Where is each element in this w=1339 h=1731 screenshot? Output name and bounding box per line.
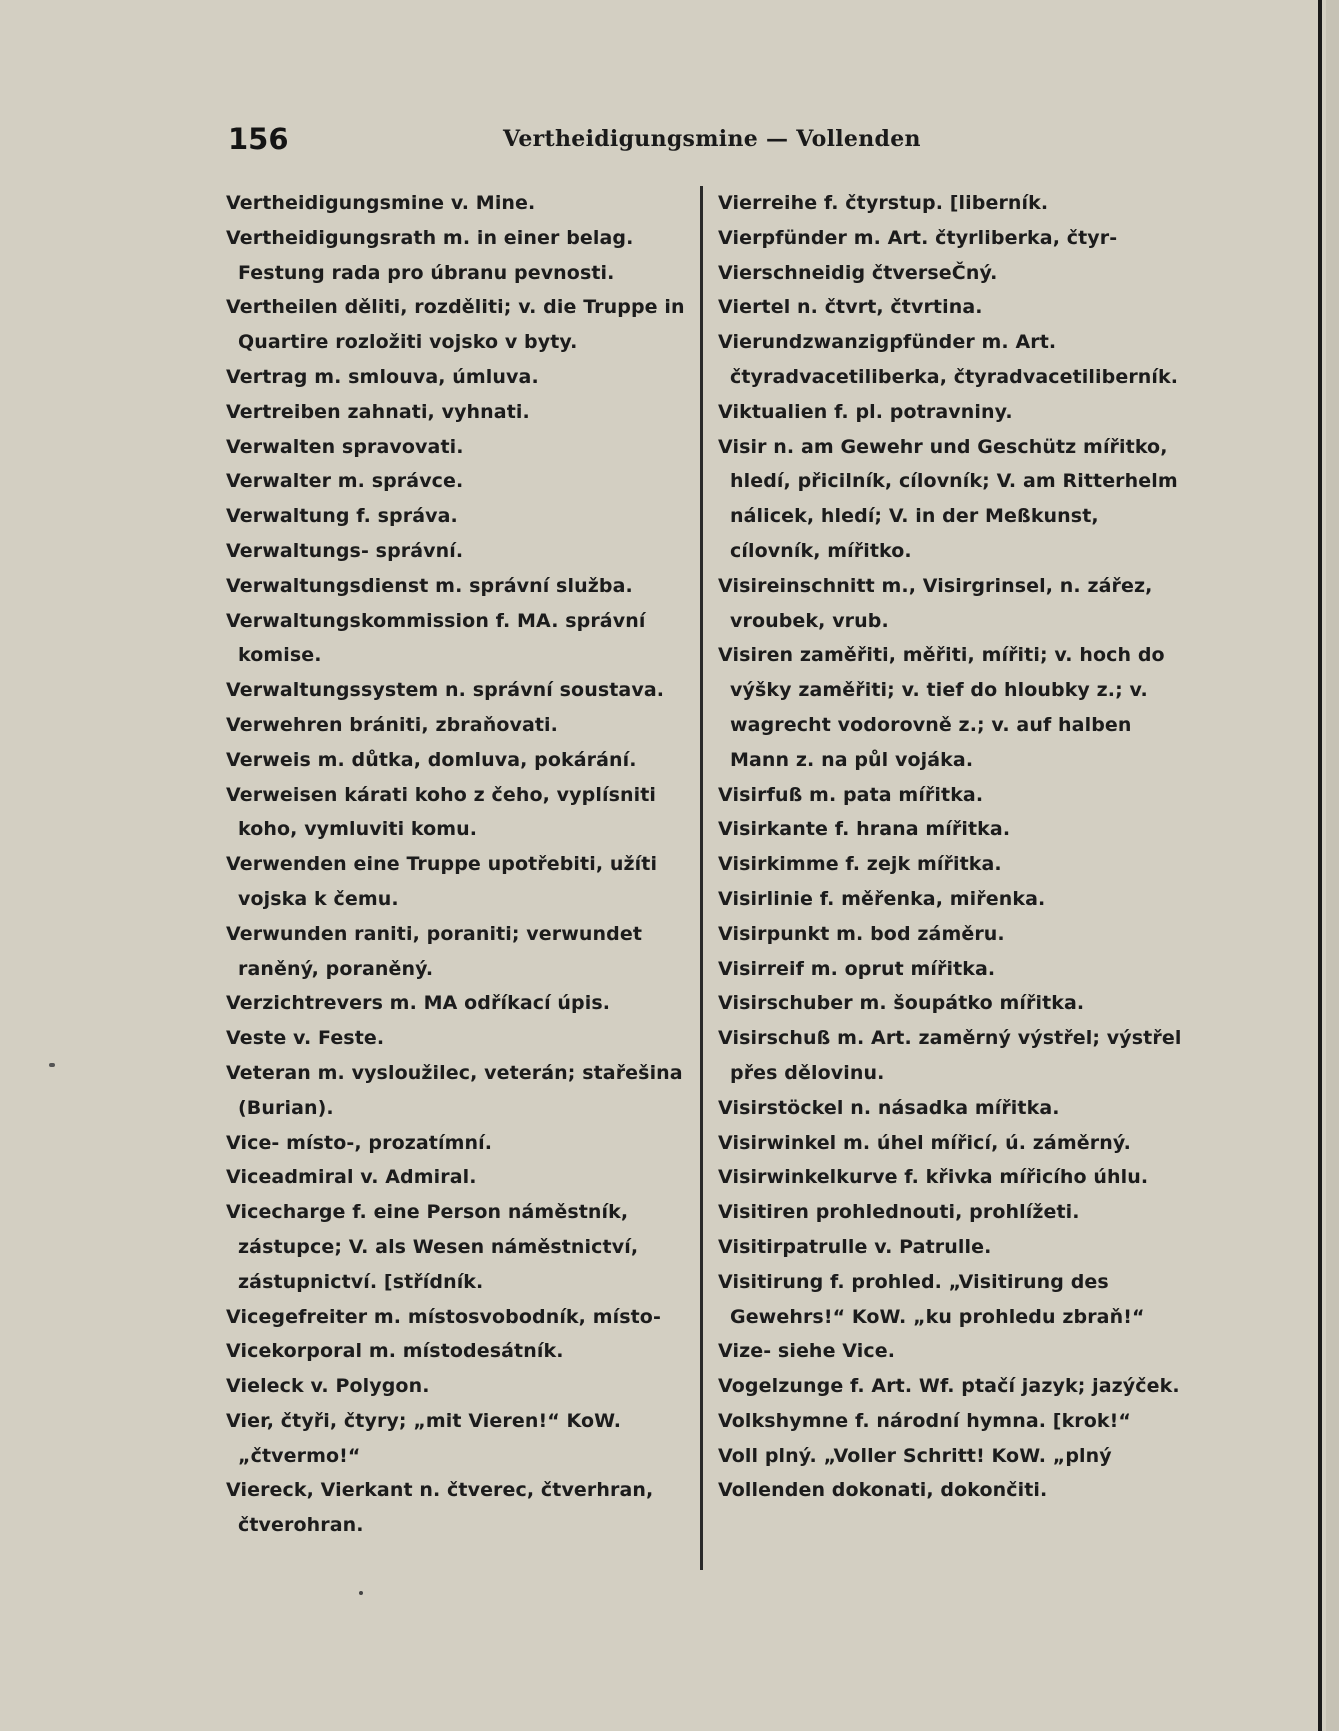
dictionary-entry: Visirschuber m. šoupátko mířitka. [718,992,1085,1015]
dictionary-entry: Voll plný. „Voller Schritt! KoW. „plný [718,1444,1112,1467]
dictionary-entry: Viktualien f. pl. potravniny. [718,400,1013,423]
page-edge-line [1318,0,1322,1731]
column-divider [700,186,703,1570]
dictionary-entry: Viereck, Vierkant n. čtverec, čtverhran, čtverohran. [226,1479,654,1537]
dictionary-entry: Visitirung f. prohled. „Visitirung des Gewehrs!“ KoW. „ku prohledu zbraň!“ [718,1270,1145,1328]
dictionary-entry: Vertrag m. smlouva, úmluva. [226,365,539,388]
dictionary-entry: Vicegefreiter m. místosvobodník, místo- [226,1305,661,1328]
dictionary-entry: Visireinschnitt m., Visirgrinsel, n. zářez, vroubek, vrub. [718,574,1153,632]
dictionary-entry: Verwaltungs- správní. [226,539,464,562]
dictionary-entry: Vollenden dokonati, dokončiti. [718,1479,1048,1502]
dictionary-entry: Visirkimme f. zejk mířitka. [718,853,1002,876]
dictionary-entry: Visirschuß m. Art. zaměrný výstřel; výstřel přes dělovinu. [718,1027,1182,1084]
dictionary-entry: Vierschneidig čtverseČný. [718,261,998,284]
dictionary-entry: Vieleck v. Polygon. [226,1375,430,1398]
dictionary-entry: Vogelzunge f. Art. Wf. ptačí jazyk; jazýček. [718,1375,1180,1398]
dictionary-entry: Verwalten spravovati. [226,435,464,458]
page-number: 156 [228,122,289,156]
print-speck [359,1591,363,1595]
dictionary-entry: Vierpfünder m. Art. čtyrliberka, čtyr- [718,226,1118,249]
dictionary-entry: Vier, čtyři, čtyry; „mit Vieren!“ KoW. „čtvermo!“ [226,1409,622,1467]
dictionary-entry: Visirfuß m. pata mířitka. [718,783,984,806]
dictionary-entry: Visirkante f. hrana mířitka. [718,818,1011,841]
dictionary-entry: Visirwinkel m. úhel mířicí, ú. záměrný. [718,1131,1131,1154]
dictionary-entry: Visirreif m. oprut mířitka. [718,957,996,980]
dictionary-entry: Verwunden raniti, poraniti; verwundet raněný, poraněný. [226,922,643,980]
dictionary-entry: Visirstöckel n. násadka mířitka. [718,1096,1060,1119]
print-speck [49,1063,55,1067]
dictionary-entry: Vertheidigungsrath m. in einer belag. Festung rada pro úbranu pevnosti. [226,226,634,284]
dictionary-entry: Visiren zaměřiti, měřiti, mířiti; v. hoch do výšky zaměřiti; v. tief do hloubky z.; v. wagrecht vodorovně z.; v. auf halben Mann z. na půl vojáka. [718,644,1165,771]
dictionary-entry: Verwehren brániti, zbraňovati. [226,713,558,736]
dictionary-entry: Vicecharge f. eine Person náměstník, zástupce; V. als Wesen náměstnictví, zástupnictví. [střídník. [226,1201,639,1293]
dictionary-entry: Vice- místo-, prozatímní. [226,1131,493,1154]
running-head: Vertheidigungsmine — Vollenden [503,126,921,152]
dictionary-entry: Viceadmiral v. Admiral. [226,1166,477,1189]
dictionary-entry: Verwalter m. správce. [226,470,464,493]
dictionary-entry: Visitirpatrulle v. Patrulle. [718,1235,992,1258]
dictionary-entry: Vierreihe f. čtyrstup. [liberník. [718,192,1049,214]
dictionary-entry: Vertheidigungsmine v. Mine. [226,192,536,214]
dictionary-entry: Vicekorporal m. místodesátník. [226,1340,564,1363]
dictionary-entry: Visirlinie f. měřenka, miřenka. [718,887,1046,910]
dictionary-entry: Verwaltungskommission f. MA. správní komise. [226,609,646,667]
dictionary-entry: Verweisen kárati koho z čeho, vyplísniti koho, vymluviti komu. [226,783,657,841]
dictionary-entry: Veste v. Feste. [226,1027,385,1050]
dictionary-entry: Vertheilen děliti, rozděliti; v. die Truppe in Quartire rozložiti vojsko v byty. [226,296,685,354]
dictionary-entry: Volkshymne f. národní hymna. [krok!“ [718,1409,1132,1432]
dictionary-entry: Verwaltung f. správa. [226,505,458,528]
dictionary-entry: Visirwinkelkurve f. křivka mířicího úhlu. [718,1166,1149,1189]
dictionary-entry: Visirpunkt m. bod záměru. [718,922,1005,945]
right-column [718,186,1183,1508]
dictionary-entry: Vertreiben zahnati, vyhnati. [226,400,530,423]
dictionary-entry: Verwaltungssystem n. správní soustava. [226,679,665,702]
dictionary-entry: Vize- siehe Vice. [718,1340,896,1363]
dictionary-entry: Visir n. am Gewehr und Geschütz mířitko, hledí, přicilník, cílovník; V. am Ritterhelm nálicek, hledí; V. in der Meßkunst, cílovník, mířitko. [718,435,1178,562]
dictionary-entry: Verzichtrevers m. MA odříkací úpis. [226,992,611,1015]
dictionary-entry: Visitiren prohlednouti, prohlížeti. [718,1201,1080,1224]
dictionary-entry: Verwenden eine Truppe upotřebiti, užíti vojska k čemu. [226,853,658,910]
dictionary-entry: Vierundzwanzigpfünder m. Art. čtyradvacetiliberka, čtyradvacetiliberník. [718,331,1179,388]
page-header [228,122,1288,162]
dictionary-entry: Verwaltungsdienst m. správní služba. [226,574,633,597]
dictionary-entry: Viertel n. čtvrt, čtvrtina. [718,296,983,319]
dictionary-entry: Veteran m. vysloužilec, veterán; stařešina (Burian). [226,1061,683,1119]
left-column [226,186,686,1543]
page-margin-strip [1326,0,1339,1731]
dictionary-entry: Verweis m. důtka, domluva, pokárání. [226,748,637,771]
